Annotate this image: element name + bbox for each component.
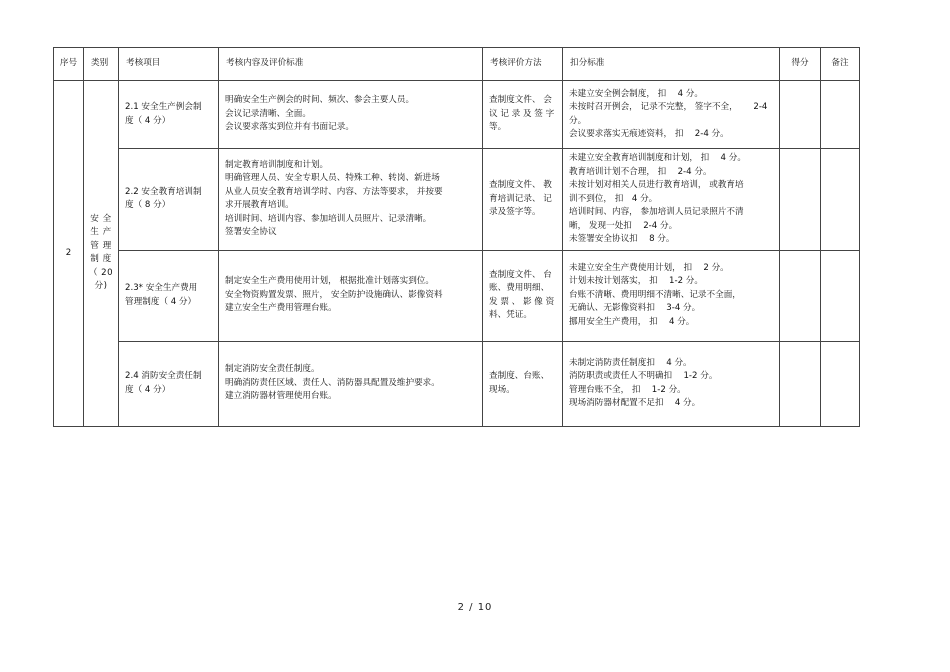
content-cell: 制定安全生产费用使用计划， 根据批准计划落实到位。 安全物资购置发票、照片， 安全防护设施确认、影像资料 建立安全生产费用管理台账。 bbox=[219, 250, 483, 341]
table-row bbox=[54, 81, 860, 149]
note-cell bbox=[821, 250, 860, 341]
group-category bbox=[84, 81, 119, 427]
method-cell: 查制度文件、 教 育培训记录、 记 录及签字等。 bbox=[483, 149, 563, 251]
header-content: 考核内容及评价标准 bbox=[219, 48, 483, 81]
header-note: 备注 bbox=[821, 48, 860, 81]
header-score: 得分 bbox=[780, 48, 821, 81]
header-row bbox=[54, 48, 860, 81]
item-cell: 2.3* 安全生产费用 管理制度（ 4 分） bbox=[119, 250, 219, 341]
category-line: 生 产 bbox=[90, 227, 112, 238]
table-row bbox=[54, 341, 860, 426]
category-line: 管 理 bbox=[90, 240, 112, 251]
score-cell bbox=[780, 341, 821, 426]
score-cell bbox=[780, 81, 821, 149]
content-cell: 明确安全生产例会的时间、频次、参会主要人员。 会议记录清晰、全面。 会议要求落实到位并有书面记录。 bbox=[219, 81, 483, 149]
note-cell bbox=[821, 81, 860, 149]
page-total: 10 bbox=[477, 602, 493, 613]
header-category: 类别 bbox=[84, 48, 119, 81]
note-cell bbox=[821, 341, 860, 426]
deduct-cell: 未建立安全生产费使用计划， 扣 2 分。 计划未按计划落实， 扣 1-2 分。 台账不清晰、费用明细不清晰、记录不全面， 无确认、无影像资料扣 3-4 分。 挪用安全生产费用， 扣 4 分。 bbox=[563, 250, 780, 341]
method-cell: 查制度文件、 台 账、费用明细、 发 票 、 影 像 资 料、凭证。 bbox=[483, 250, 563, 341]
method-cell: 查制度文件、 会 议 记 录 及 签 字 等。 bbox=[483, 81, 563, 149]
deduct-cell: 未制定消防责任制度扣 4 分。 消防职责或责任人不明确扣 1-2 分。 管理台账不全， 扣 1-2 分。 现场消防器材配置不足扣 4 分。 bbox=[563, 341, 780, 426]
content-cell: 制定消防安全责任制度。 明确消防责任区域、责任人、消防器具配置及维护要求。 建立消防器材管理使用台账。 bbox=[219, 341, 483, 426]
category-line: （ 20 bbox=[88, 267, 114, 278]
category-line: 分) bbox=[94, 281, 108, 292]
deduct-cell: 未建立安全例会制度， 扣 4 分。 未按时召开例会， 记录不完整， 签字不全， 2-4 分。 会议要求落实无痕迹资料， 扣 2-4 分。 bbox=[563, 81, 780, 149]
deduct-cell: 未建立安全教育培训制度和计划， 扣 4 分。 教育培训计划不合理， 扣 2-4 分。 未按计划对相关人员进行教育培训， 或教育培 训不到位， 扣 4 分。 培训时间、内容， 参加培训人员记录照片不清 晰， 发现一处扣 2-4 分。 未签署安全协议扣 8 分。 bbox=[563, 149, 780, 251]
item-cell: 2.1 安全生产例会制 度（ 4 分） bbox=[119, 81, 219, 149]
method-cell: 查制度、台账、 现场。 bbox=[483, 341, 563, 426]
page-separator: / bbox=[469, 602, 474, 613]
score-cell bbox=[780, 250, 821, 341]
category-line: 安 全 bbox=[90, 213, 112, 224]
group-seq: 2 bbox=[54, 81, 84, 427]
table-row bbox=[54, 250, 860, 341]
score-cell bbox=[780, 149, 821, 251]
header-seq: 序号 bbox=[54, 48, 84, 81]
note-cell bbox=[821, 149, 860, 251]
header-deduct: 扣分标准 bbox=[563, 48, 780, 81]
header-method: 考核评价方法 bbox=[483, 48, 563, 81]
item-cell: 2.2 安全教育培训制 度（ 8 分） bbox=[119, 149, 219, 251]
category-line: 制 度 bbox=[90, 254, 112, 265]
table-row bbox=[54, 149, 860, 251]
assessment-table bbox=[53, 47, 860, 427]
header-item: 考核项目 bbox=[119, 48, 219, 81]
page-current: 2 bbox=[457, 602, 465, 613]
page-number bbox=[0, 602, 950, 613]
content-cell: 制定教育培训制度和计划。 明确管理人员、安全专职人员、特殊工种、转岗、新进场 从业人员安全教育培训学时、内容、方法等要求， 并按要 求开展教育培训。 培训时间、培训内容、参加培训人员照片、记录清晰。 签署安全协议 bbox=[219, 149, 483, 251]
item-cell: 2.4 消防安全责任制 度（ 4 分） bbox=[119, 341, 219, 426]
